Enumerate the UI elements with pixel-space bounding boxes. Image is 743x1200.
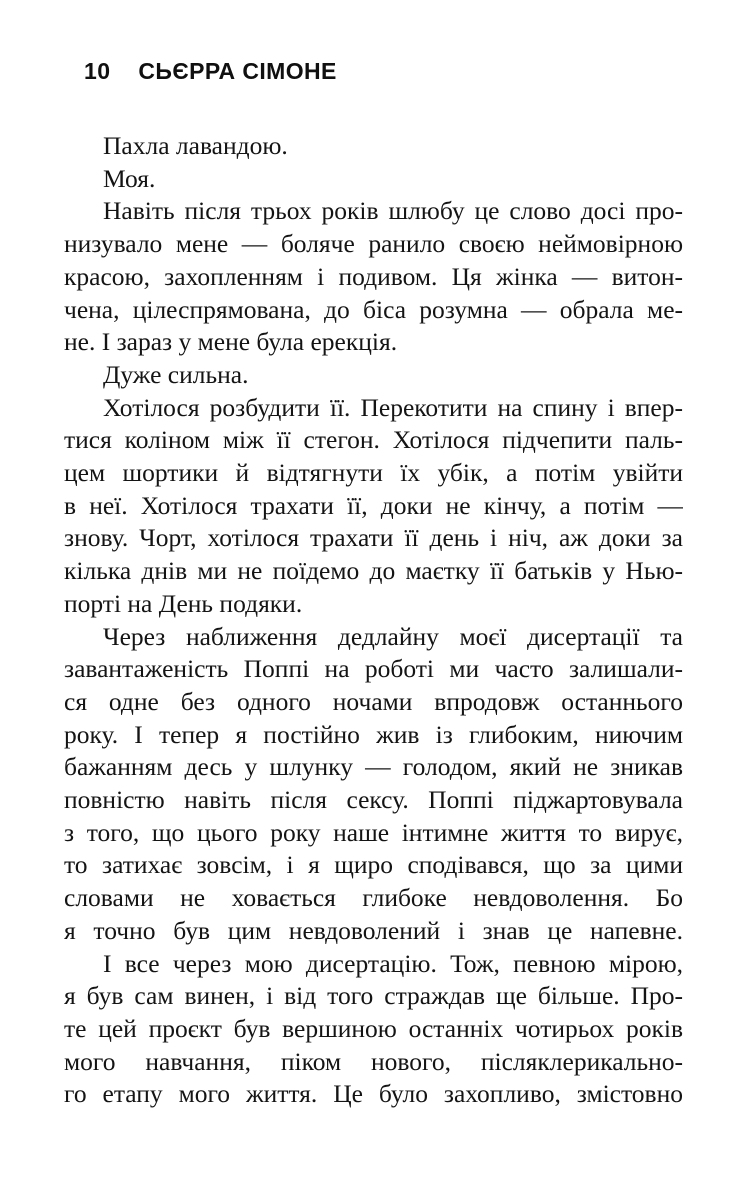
text-line: мого навчання, піком нового, післяклерикально- — [64, 1046, 683, 1076]
text-line: порті на День подяки. — [64, 588, 303, 618]
text-line: те цей проєкт був вершиною останніх чотирьох років — [64, 1013, 683, 1043]
text-line: чена, цілеспрямована, до біса розумна — обрала ме- — [64, 294, 683, 324]
text-line: І все через мою дисертацію. Тож, певною мірою, — [103, 948, 683, 978]
paragraph — [64, 163, 683, 196]
text-line: повністю навіть після сексу. Поппі піджартовувала — [64, 785, 683, 815]
paragraph — [64, 948, 683, 1112]
text-line: кілька днів ми не поїдемо до маєтку її батьків у Нью- — [64, 556, 683, 586]
text-line: я був сам винен, і від того страждав ще більше. Про- — [64, 981, 683, 1011]
body-text — [64, 130, 683, 1111]
text-line: красою, захопленням і подивом. Ця жінка — витон- — [64, 261, 683, 291]
text-line: року. І тепер я постійно жив із глибоким, ниючим — [64, 719, 683, 749]
text-line: Навіть після трьох років шлюбу це слово досі про- — [103, 196, 683, 226]
text-line: Моя. — [103, 163, 156, 193]
paragraph — [64, 195, 683, 359]
paragraph — [64, 130, 683, 163]
text-line: Через наближення дедлайну моєї дисертації та — [103, 621, 683, 651]
text-line: знову. Чорт, хотілося трахати її день і ніч, аж доки за — [64, 523, 683, 553]
text-line: бажанням десь у шлунку — голодом, який не зникав — [64, 752, 683, 782]
text-line: низувало мене — боляче ранило своєю неймовірною — [64, 229, 683, 259]
text-line: го етапу мого життя. Це було захопливо, змістовно — [64, 1079, 683, 1109]
text-line: ся одне без одного ночами впродовж останнього — [64, 686, 683, 716]
text-line: Хотілося розбудити її. Перекотити на спину і впер- — [103, 392, 683, 422]
text-line: цем шортики й відтягнути їх убік, а потім увійти — [64, 458, 683, 488]
text-line: словами не ховається глибоке невдоволення. Бо — [64, 883, 683, 913]
running-header — [84, 58, 337, 85]
text-line: Пахла лавандою. — [103, 131, 288, 160]
text-line: то затихає зовсім, і я щиро сподівався, що за цими — [64, 850, 683, 880]
text-line: завантаженість Поппі на роботі ми часто залишали- — [64, 654, 683, 684]
text-line: не. І зараз у мене була ерекція. — [64, 327, 398, 357]
paragraph — [64, 392, 683, 621]
author-name: СЬЄРРА СІМОНЕ — [138, 58, 337, 84]
text-line: тися коліном між її стегон. Хотілося підчепити паль- — [64, 425, 683, 455]
paragraph — [64, 621, 683, 948]
text-line: я точно був цим невдоволений і знав це напевне. — [64, 915, 683, 945]
page-number: 10 — [84, 58, 111, 84]
paragraph — [64, 359, 683, 392]
text-line: Дуже сильна. — [103, 359, 249, 389]
text-line: в неї. Хотілося трахати її, доки не кінчу, а потім — — [64, 490, 683, 520]
text-line: з того, що цього року наше інтимне життя то вирує, — [64, 817, 683, 847]
